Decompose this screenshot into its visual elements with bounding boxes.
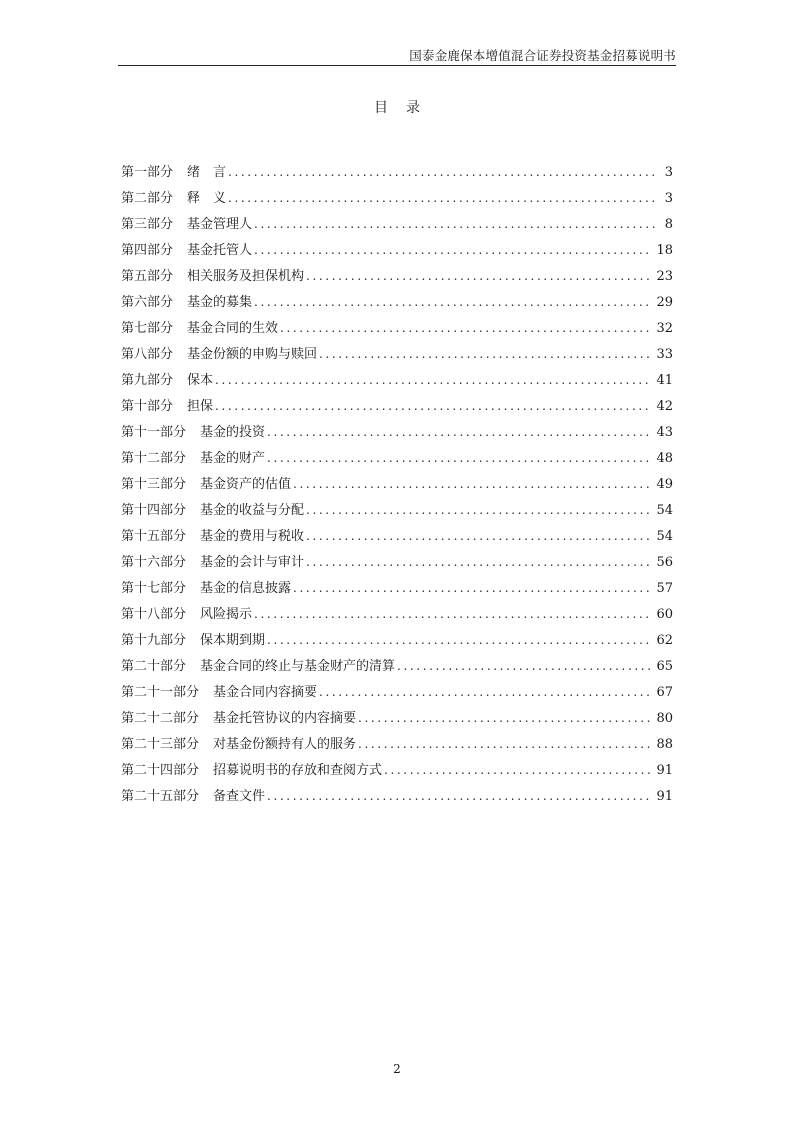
toc-entry-part: 第一部分 (121, 165, 174, 180)
toc-entry-part: 第二十五部分 (121, 789, 200, 804)
toc-entry-title: 基金份额的申购与赎回 (187, 347, 318, 362)
toc-entry-page: 54 (656, 503, 673, 518)
toc-entry[interactable] (121, 631, 673, 657)
toc-entry[interactable] (121, 267, 673, 293)
toc-entry-leader (293, 579, 652, 597)
toc-entry-leader (267, 449, 652, 467)
toc-entry-page: 23 (656, 269, 673, 284)
toc-entry-title: 基金托管人 (187, 243, 253, 258)
toc-entry-title: 基金的信息披露 (200, 581, 292, 596)
toc-entry-page: 91 (656, 789, 673, 804)
toc-entry-title: 招募说明书的存放和查阅方式 (213, 763, 383, 778)
toc-entry-part: 第十七部分 (121, 581, 187, 596)
toc-entry-part: 第六部分 (121, 295, 174, 310)
toc-entry-title: 基金合同的生效 (187, 321, 279, 336)
toc-title-char-1: 目 (374, 100, 388, 116)
toc-entry[interactable] (121, 163, 673, 189)
page-number: 2 (393, 1062, 401, 1076)
toc-entry-part: 第十三部分 (121, 477, 187, 492)
toc-entry-part: 第四部分 (121, 243, 174, 258)
toc-entry-title: 备查文件 (213, 789, 266, 804)
toc-entry-page: 41 (656, 373, 673, 388)
toc-title (0, 97, 794, 117)
toc-entry-part: 第十九部分 (121, 633, 187, 648)
toc-entry[interactable] (121, 319, 673, 345)
toc-entry-page: 54 (656, 529, 673, 544)
toc-entry-page: 60 (656, 607, 673, 622)
toc-entry[interactable] (121, 735, 673, 761)
toc-entry-part: 第十五部分 (121, 529, 187, 544)
toc-entry-part: 第二十三部分 (121, 737, 200, 752)
toc-entry-leader (319, 683, 652, 701)
toc-entry-part: 第十六部分 (121, 555, 187, 570)
toc-entry[interactable] (121, 657, 673, 683)
toc-entry[interactable] (121, 423, 673, 449)
toc-entry-title: 基金合同的终止与基金财产的清算 (200, 659, 396, 674)
toc-entry-page: 18 (656, 243, 673, 258)
toc-entry-page: 8 (664, 217, 673, 232)
toc-entry-title: 基金合同内容摘要 (213, 685, 318, 700)
toc-entry-title: 担保 (187, 399, 214, 414)
toc-entry-leader (254, 241, 652, 259)
toc-entry-page: 29 (656, 295, 673, 310)
toc-entry[interactable] (121, 605, 673, 631)
toc-entry-page: 67 (656, 685, 673, 700)
toc-entry[interactable] (121, 761, 673, 787)
table-of-contents (121, 163, 673, 813)
toc-entry-page: 3 (664, 191, 673, 206)
toc-entry-page: 49 (656, 477, 673, 492)
toc-entry[interactable] (121, 527, 673, 553)
toc-entry-part: 第十部分 (121, 399, 174, 414)
toc-entry-title: 绪 言 (187, 165, 227, 180)
toc-entry-leader (228, 189, 657, 207)
toc-entry-leader (254, 293, 652, 311)
toc-entry-part: 第九部分 (121, 373, 174, 388)
toc-entry-title: 相关服务及担保机构 (187, 269, 305, 284)
toc-entry-leader (384, 761, 652, 779)
running-header: 国泰金鹿保本增值混合证券投资基金招募说明书 (409, 48, 676, 63)
toc-entry-title: 基金的财产 (200, 451, 266, 466)
toc-entry-page: 3 (664, 165, 673, 180)
toc-entry-title: 保本期到期 (200, 633, 266, 648)
toc-entry-leader (267, 631, 652, 649)
toc-entry-leader (306, 501, 652, 519)
toc-entry[interactable] (121, 449, 673, 475)
toc-entry-part: 第三部分 (121, 217, 174, 232)
toc-entry[interactable] (121, 709, 673, 735)
toc-entry-leader (306, 527, 652, 545)
toc-entry-page: 32 (656, 321, 673, 336)
toc-entry-leader (254, 215, 657, 233)
toc-entry-title: 基金的会计与审计 (200, 555, 305, 570)
toc-entry-part: 第二十四部分 (121, 763, 200, 778)
toc-entry[interactable] (121, 345, 673, 371)
toc-entry-leader (293, 475, 652, 493)
toc-entry-title: 基金的收益与分配 (200, 503, 305, 518)
toc-entry[interactable] (121, 241, 673, 267)
toc-entry-part: 第二部分 (121, 191, 174, 206)
toc-entry-part: 第七部分 (121, 321, 174, 336)
toc-entry[interactable] (121, 215, 673, 241)
toc-entry-page: 80 (656, 711, 673, 726)
toc-entry-leader (215, 397, 652, 415)
toc-entry-page: 48 (656, 451, 673, 466)
toc-entry-page: 91 (656, 763, 673, 778)
toc-entry[interactable] (121, 475, 673, 501)
toc-entry-page: 65 (656, 659, 673, 674)
toc-entry-part: 第十二部分 (121, 451, 187, 466)
toc-entry-leader (358, 709, 652, 727)
toc-entry-page: 62 (656, 633, 673, 648)
toc-entry-title: 风险揭示 (200, 607, 253, 622)
toc-title-char-2: 录 (406, 100, 420, 116)
toc-entry-page: 56 (656, 555, 673, 570)
toc-entry-part: 第十一部分 (121, 425, 187, 440)
toc-entry-leader (267, 423, 652, 441)
toc-entry-title: 基金资产的估值 (200, 477, 292, 492)
toc-entry-leader (358, 735, 652, 753)
toc-entry-page: 43 (656, 425, 673, 440)
toc-entry-page: 42 (656, 399, 673, 414)
toc-entry-title: 保本 (187, 373, 214, 388)
toc-entry[interactable] (121, 397, 673, 423)
toc-entry-part: 第八部分 (121, 347, 174, 362)
toc-entry-title: 基金管理人 (187, 217, 253, 232)
toc-entry[interactable] (121, 683, 673, 709)
toc-entry-title: 基金托管协议的内容摘要 (213, 711, 357, 726)
toc-entry-leader (267, 787, 652, 805)
toc-entry-part: 第十四部分 (121, 503, 187, 518)
toc-entry[interactable] (121, 553, 673, 579)
toc-entry-title: 对基金份额持有人的服务 (213, 737, 357, 752)
toc-entry-part: 第五部分 (121, 269, 174, 284)
toc-entry-part: 第二十一部分 (121, 685, 200, 700)
toc-entry-part: 第十八部分 (121, 607, 187, 622)
toc-entry-leader (254, 605, 652, 623)
toc-entry-title: 基金的费用与税收 (200, 529, 305, 544)
toc-entry-leader (306, 553, 652, 571)
toc-entry-title: 释 义 (187, 191, 227, 206)
toc-entry[interactable] (121, 371, 673, 397)
toc-entry-page: 57 (656, 581, 673, 596)
toc-entry-leader (306, 267, 652, 285)
toc-entry-leader (280, 319, 652, 337)
toc-entry-leader (397, 657, 652, 675)
toc-entry-title: 基金的募集 (187, 295, 253, 310)
toc-entry-leader (228, 163, 657, 181)
toc-entry[interactable] (121, 579, 673, 605)
toc-entry-page: 88 (656, 737, 673, 752)
toc-entry[interactable] (121, 501, 673, 527)
toc-entry-leader (215, 371, 652, 389)
toc-entry-page: 33 (656, 347, 673, 362)
toc-entry[interactable] (121, 189, 673, 215)
header-divider (118, 65, 676, 66)
toc-entry-part: 第二十二部分 (121, 711, 200, 726)
toc-entry-title: 基金的投资 (200, 425, 266, 440)
toc-entry-part: 第二十部分 (121, 659, 187, 674)
toc-entry-leader (319, 345, 652, 363)
toc-entry[interactable] (121, 293, 673, 319)
toc-entry[interactable] (121, 787, 673, 813)
